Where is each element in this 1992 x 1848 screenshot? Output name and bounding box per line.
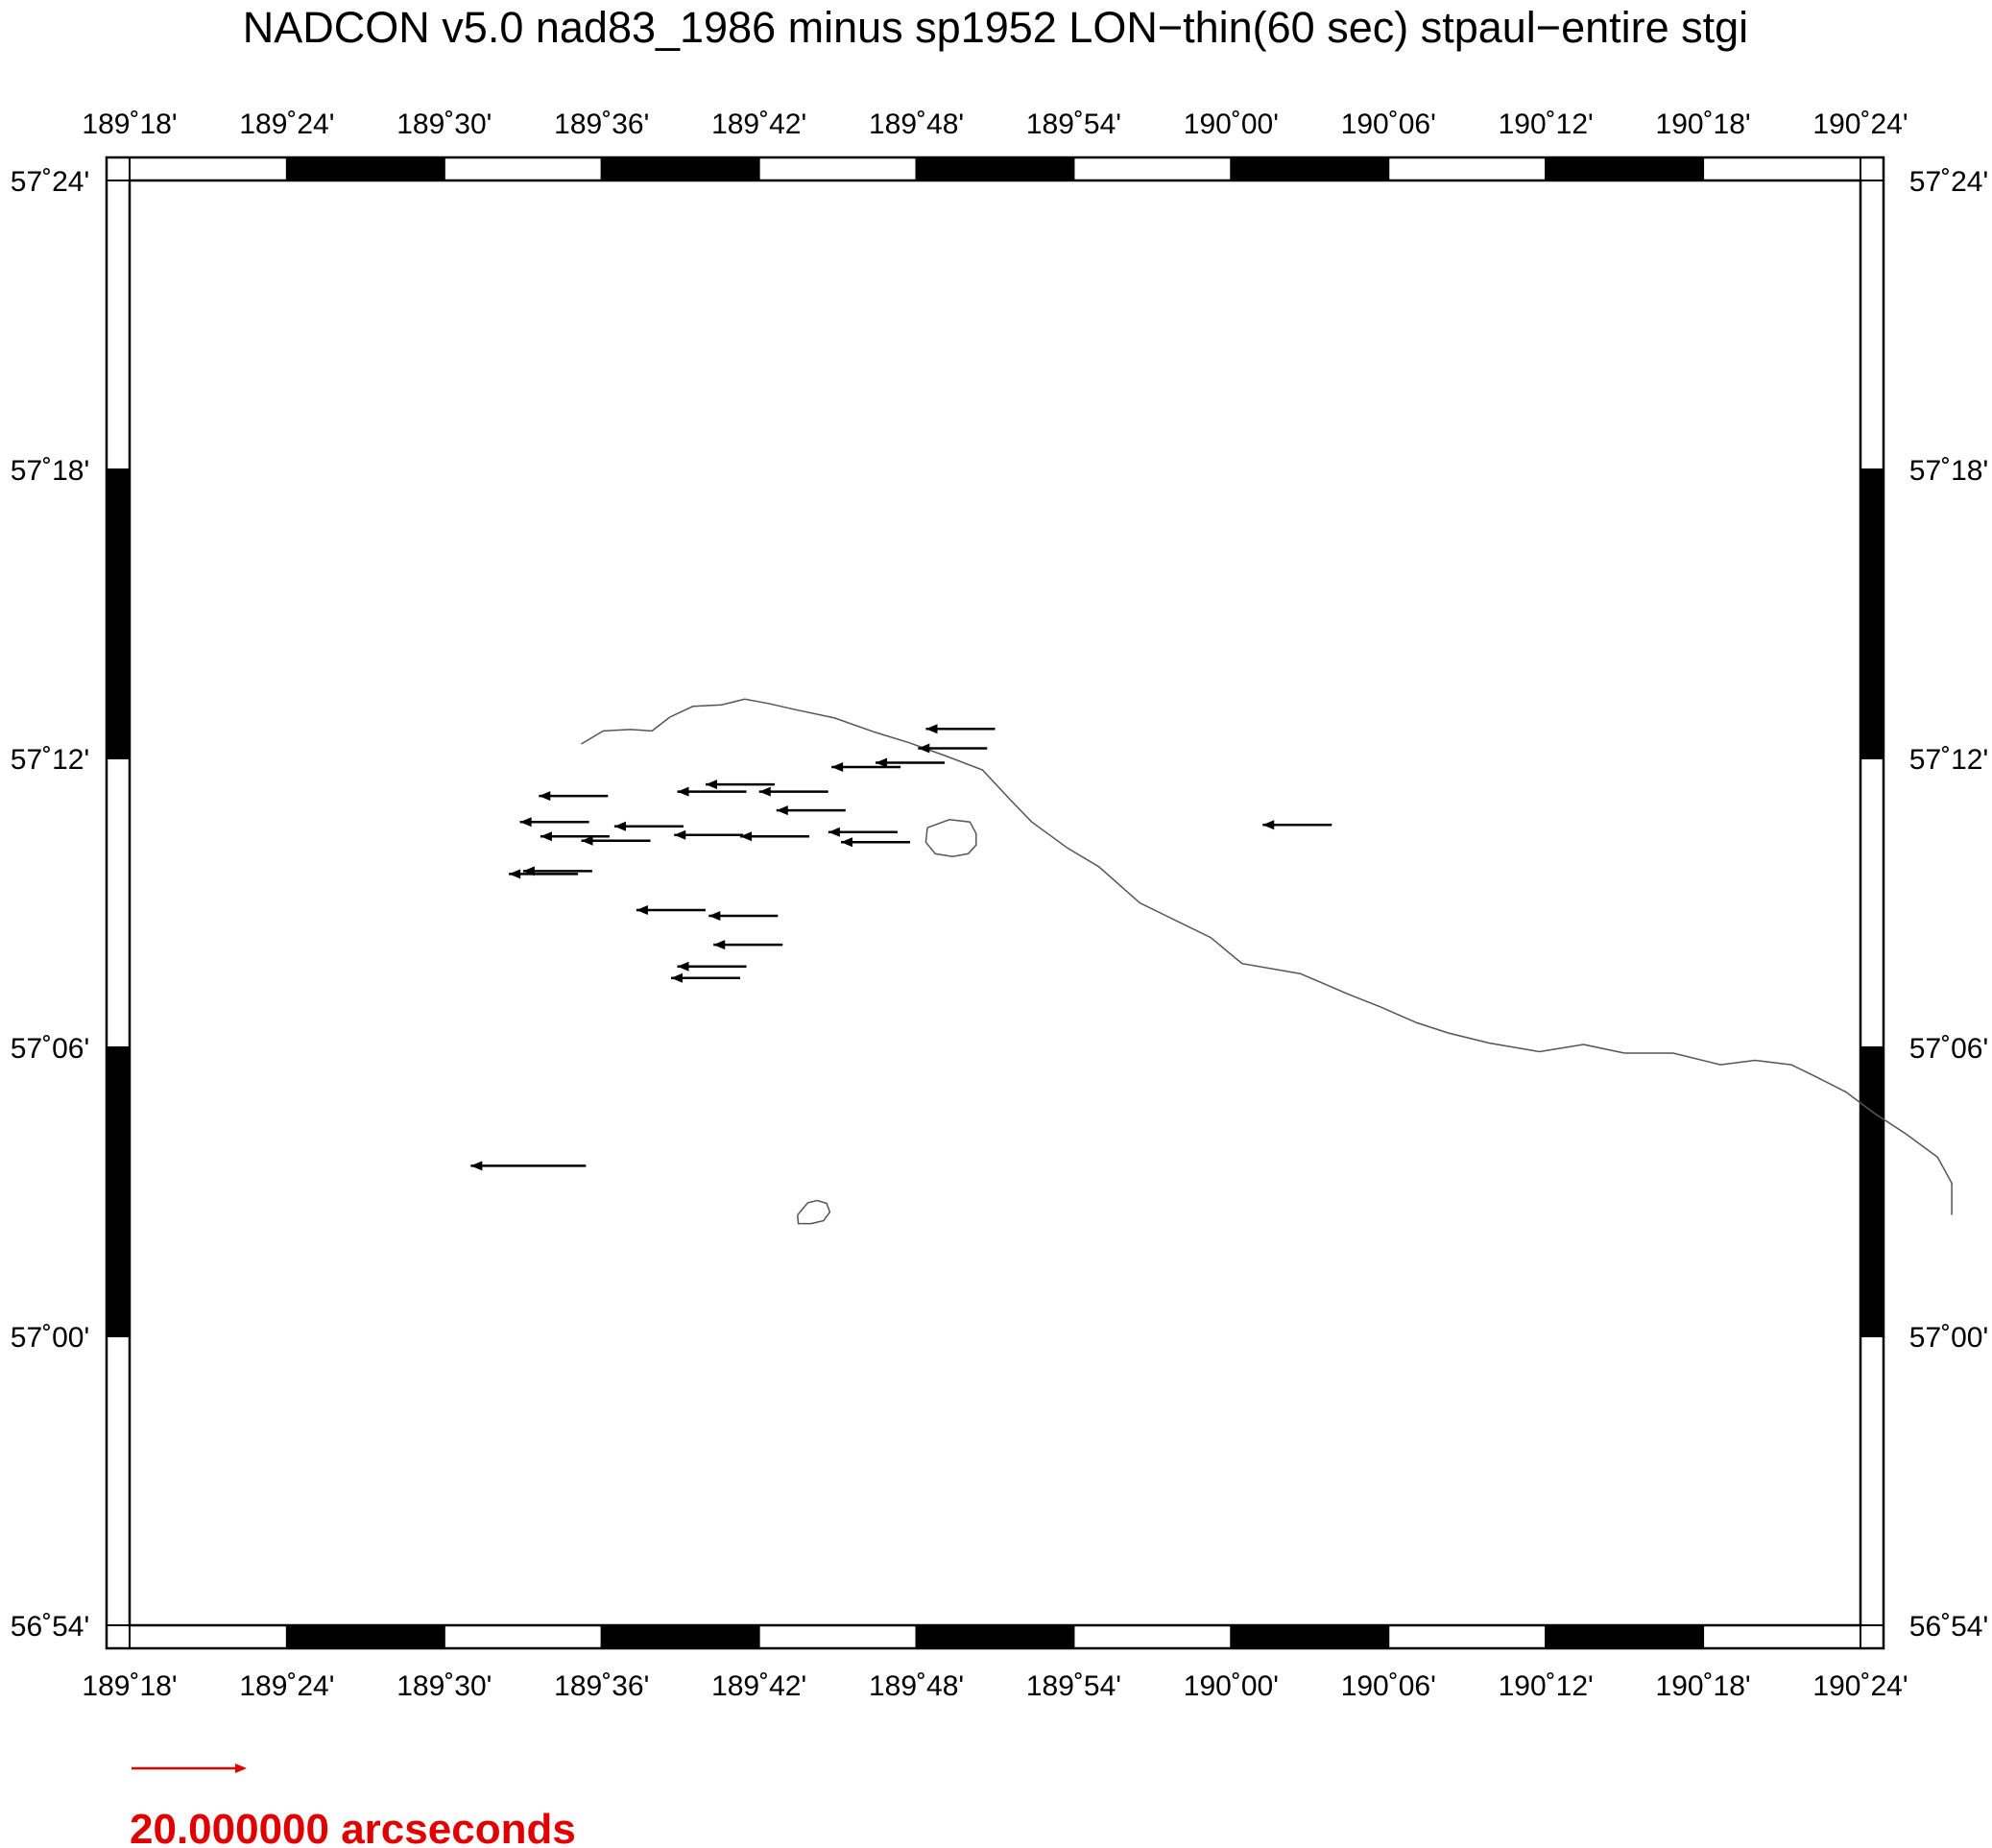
shift-vector-head xyxy=(831,762,843,772)
shift-vector-head xyxy=(828,828,840,837)
x-tick-label: 189˚48' xyxy=(868,108,965,140)
shift-vectors xyxy=(470,724,1332,1170)
frame-bar-bottom xyxy=(287,1625,444,1648)
frame-bar-left xyxy=(107,1047,130,1336)
x-tick-label: 190˚18' xyxy=(1655,1670,1751,1702)
frame-bar-top xyxy=(1703,157,1860,180)
y-tick-labels-right xyxy=(1909,166,1988,1643)
shift-vector-head xyxy=(918,743,929,753)
shift-vector-head xyxy=(509,869,520,878)
y-tick-labels-left xyxy=(11,166,89,1643)
x-tick-labels-top xyxy=(82,108,1908,140)
x-tick-labels-bottom xyxy=(82,1670,1908,1702)
x-tick-label: 190˚18' xyxy=(1655,108,1751,140)
x-tick-label: 190˚00' xyxy=(1183,108,1279,140)
x-tick-label: 190˚00' xyxy=(1183,1670,1279,1702)
x-tick-label: 189˚24' xyxy=(239,1670,335,1702)
frame-bar-bottom xyxy=(1703,1625,1860,1648)
frame-bar-left xyxy=(107,469,130,758)
shift-vector-head xyxy=(678,962,689,972)
shift-vector-head xyxy=(539,791,550,801)
frame-bar-left xyxy=(107,180,130,469)
shift-vector-head xyxy=(470,1161,482,1170)
shift-vector-head xyxy=(706,780,717,789)
frame-bar-bottom xyxy=(602,1625,759,1648)
frame-bar-top xyxy=(759,157,917,180)
shift-vector-head xyxy=(520,817,532,827)
frame-bar-bottom xyxy=(1388,1625,1546,1648)
shift-vector-head xyxy=(926,724,938,733)
y-tick-label: 56˚54' xyxy=(1908,1611,1989,1643)
shift-vector-head xyxy=(674,830,685,840)
x-tick-label: 189˚36' xyxy=(554,108,650,140)
frame-corner xyxy=(107,157,130,180)
x-tick-label: 189˚36' xyxy=(554,1670,650,1702)
shift-vector-head xyxy=(540,831,552,841)
y-tick-label: 57˚00' xyxy=(10,1322,90,1354)
x-tick-label: 189˚30' xyxy=(396,108,492,140)
frame-bar-top xyxy=(1546,157,1703,180)
x-tick-label: 189˚42' xyxy=(711,108,807,140)
x-tick-label: 190˚06' xyxy=(1340,1670,1436,1702)
frame-bar-top xyxy=(917,157,1074,180)
y-tick-label: 57˚06' xyxy=(10,1033,90,1065)
scale-legend xyxy=(130,1764,576,1848)
frame-inner-border xyxy=(130,180,1860,1625)
coastline xyxy=(581,699,1952,1214)
x-tick-label: 189˚30' xyxy=(396,1670,492,1702)
shift-vector-head xyxy=(713,940,725,949)
shift-vector-head xyxy=(759,787,771,797)
shift-vector-head xyxy=(678,787,689,797)
shift-vector-head xyxy=(671,973,683,983)
shift-vector-head xyxy=(777,805,788,815)
x-tick-label: 189˚54' xyxy=(1025,108,1122,140)
frame-bar-bottom xyxy=(1546,1625,1703,1648)
x-tick-label: 190˚12' xyxy=(1498,1670,1594,1702)
frame-bar-top xyxy=(1231,157,1388,180)
frame-bar-left xyxy=(107,1336,130,1625)
x-tick-label: 190˚24' xyxy=(1812,1670,1908,1702)
frame-bar-top xyxy=(1388,157,1546,180)
frame-bar-right xyxy=(1860,1047,1884,1336)
frame-bar-bottom xyxy=(1231,1625,1388,1648)
frame-bar-bottom xyxy=(1073,1625,1231,1648)
shift-vector-head xyxy=(636,905,648,915)
x-tick-label: 189˚18' xyxy=(82,1670,178,1702)
map-title: NADCON v5.0 nad83_1986 minus sp1952 LON−thin(60 sec) stpaul−entire stgi xyxy=(242,3,1749,52)
frame-bar-top xyxy=(130,157,287,180)
x-tick-label: 189˚18' xyxy=(82,108,178,140)
y-tick-label: 57˚06' xyxy=(1908,1033,1989,1065)
y-tick-label: 57˚24' xyxy=(10,166,90,198)
x-tick-label: 189˚42' xyxy=(711,1670,807,1702)
y-tick-label: 57˚18' xyxy=(1908,455,1989,487)
shift-vector-head xyxy=(1262,820,1274,829)
frame-bar-top xyxy=(1073,157,1231,180)
coastlines xyxy=(581,699,1952,1223)
frame-outer-border xyxy=(107,157,1884,1648)
x-tick-label: 190˚24' xyxy=(1812,108,1908,140)
x-tick-label: 189˚54' xyxy=(1025,1670,1122,1702)
frame-corner xyxy=(1860,157,1884,180)
y-tick-label: 57˚00' xyxy=(1908,1322,1989,1354)
y-tick-label: 56˚54' xyxy=(10,1611,90,1643)
frame-bar-bottom xyxy=(917,1625,1074,1648)
frame-corner xyxy=(107,1625,130,1648)
frame-bar-top xyxy=(602,157,759,180)
x-tick-label: 189˚24' xyxy=(239,108,335,140)
frame-bar-right xyxy=(1860,758,1884,1047)
y-tick-label: 57˚12' xyxy=(1908,744,1989,776)
coastline xyxy=(925,820,975,857)
coastline xyxy=(798,1201,830,1224)
frame-bar-bottom xyxy=(130,1625,287,1648)
frame-bar-right xyxy=(1860,469,1884,758)
y-tick-label: 57˚24' xyxy=(1908,166,1989,198)
frame-bar-bottom xyxy=(759,1625,917,1648)
scale-arrow-head xyxy=(235,1764,247,1773)
shift-vector-head xyxy=(740,831,752,841)
frame-bar-top xyxy=(444,157,602,180)
shift-vector-head xyxy=(708,911,720,921)
frame-bar-right xyxy=(1860,1336,1884,1625)
frame-corner xyxy=(1860,1625,1884,1648)
frame-bar-top xyxy=(287,157,444,180)
frame-bar-left xyxy=(107,758,130,1047)
shift-vector-head xyxy=(614,822,626,831)
y-tick-label: 57˚18' xyxy=(10,455,90,487)
map-frame xyxy=(107,157,1884,1648)
shift-vector-head xyxy=(841,837,852,847)
x-tick-label: 189˚48' xyxy=(868,1670,965,1702)
scale-label: 20.000000 arcseconds xyxy=(130,1806,576,1848)
frame-bar-bottom xyxy=(444,1625,602,1648)
y-tick-label: 57˚12' xyxy=(10,744,90,776)
x-tick-label: 190˚06' xyxy=(1340,108,1436,140)
frame-bar-right xyxy=(1860,180,1884,469)
x-tick-label: 190˚12' xyxy=(1498,108,1594,140)
